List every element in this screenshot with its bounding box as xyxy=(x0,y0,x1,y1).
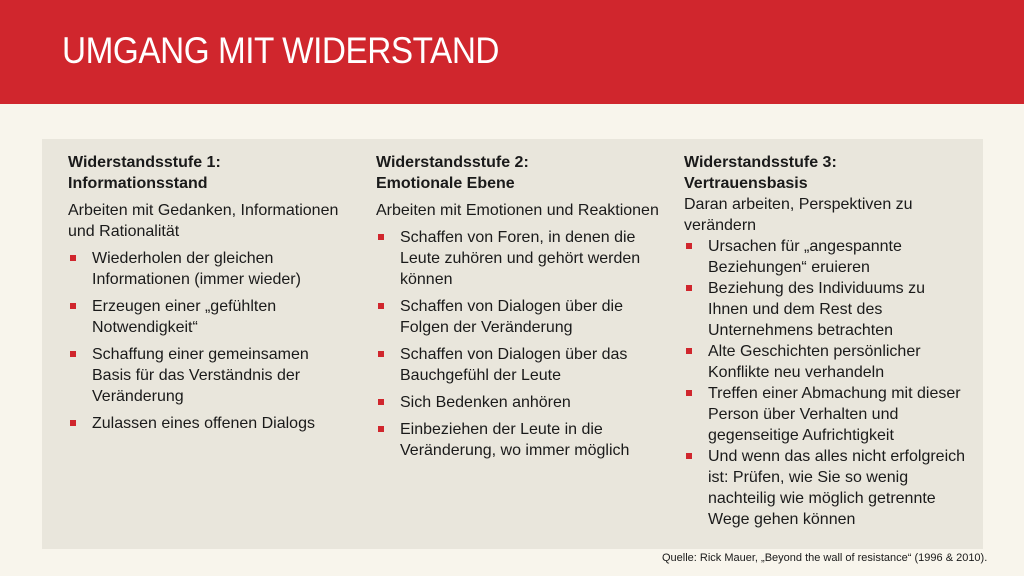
square-bullet-icon xyxy=(70,303,76,309)
list-item xyxy=(68,248,348,290)
list-item xyxy=(376,392,661,413)
list-item xyxy=(376,227,661,290)
heading-line-1: Widerstandsstufe 2: xyxy=(376,154,529,171)
heading-line-2: Informationsstand xyxy=(68,175,208,192)
column-intro: Arbeiten mit Gedanken, Informationen und Rationalität xyxy=(68,202,339,240)
column-heading xyxy=(68,152,348,194)
square-bullet-icon xyxy=(378,303,384,309)
square-bullet-icon xyxy=(378,426,384,432)
square-bullet-icon xyxy=(686,453,692,459)
square-bullet-icon xyxy=(686,243,692,249)
list-item xyxy=(376,419,661,461)
list-item-text: Treffen einer Abmachung mit dieser Person über Verhalten und gegenseitige Aufrichtigkeit xyxy=(708,385,961,444)
square-bullet-icon xyxy=(378,351,384,357)
column-heading xyxy=(684,152,969,194)
column-intro: Arbeiten mit Emotionen und Reaktionen xyxy=(376,202,659,219)
bullet-list xyxy=(684,236,969,530)
square-bullet-icon xyxy=(70,420,76,426)
list-item xyxy=(68,413,348,434)
square-bullet-icon xyxy=(378,399,384,405)
list-item-text: Schaffen von Dialogen über die Folgen der Veränderung xyxy=(400,298,623,336)
list-item-text: Einbeziehen der Leute in die Veränderung, wo immer möglich xyxy=(400,421,630,459)
bullet-list xyxy=(68,248,348,434)
source-citation: Quelle: Rick Mauer, „Beyond the wall of resistance“ (1996 & 2010). xyxy=(662,552,988,564)
column-heading xyxy=(376,152,661,194)
list-item xyxy=(684,383,969,446)
list-item xyxy=(68,296,348,338)
list-item xyxy=(68,344,348,407)
column-stage-3 xyxy=(684,152,969,530)
heading-line-1: Widerstandsstufe 1: xyxy=(68,154,221,171)
list-item-text: Beziehung des Individuums zu Ihnen und dem Rest des Unternehmens betrachten xyxy=(708,280,926,339)
list-item-text: Schaffung einer gemeinsamen Basis für das Verständnis der Veränderung xyxy=(92,346,309,405)
list-item xyxy=(684,236,969,278)
list-item-text: Zulassen eines offenen Dialogs xyxy=(92,415,315,432)
list-item-text: Alte Geschichten persönlicher Konflikte neu verhandeln xyxy=(708,343,921,381)
list-item-text: Schaffen von Dialogen über das Bauchgefühl der Leute xyxy=(400,346,628,384)
list-item xyxy=(684,341,969,383)
heading-line-2: Emotionale Ebene xyxy=(376,175,515,192)
column-stage-2 xyxy=(376,152,661,467)
square-bullet-icon xyxy=(686,285,692,291)
list-item-text: Sich Bedenken anhören xyxy=(400,394,571,411)
square-bullet-icon xyxy=(686,390,692,396)
square-bullet-icon xyxy=(378,234,384,240)
list-item-text: Wiederholen der gleichen Informationen (immer wieder) xyxy=(92,250,301,288)
list-item-text: Und wenn das alles nicht erfolgreich ist: Prüfen, wie Sie so wenig nachteilig wie möglich getrennte Wege gehen können xyxy=(708,448,966,528)
square-bullet-icon xyxy=(70,255,76,261)
heading-line-2: Vertrauensbasis xyxy=(684,175,808,192)
bullet-list xyxy=(376,227,661,461)
list-item xyxy=(684,278,969,341)
column-intro: Daran arbeiten, Perspektiven zu verändern xyxy=(684,196,913,234)
list-item-text: Schaffen von Foren, in denen die Leute zuhören und gehört werden können xyxy=(400,229,641,288)
heading-line-1: Widerstandsstufe 3: xyxy=(684,154,837,171)
slide-title: UMGANG MIT WIDERSTAND xyxy=(62,30,500,71)
square-bullet-icon xyxy=(70,351,76,357)
square-bullet-icon xyxy=(686,348,692,354)
list-item-text: Ursachen für „angespannte Beziehungen“ eruieren xyxy=(708,238,902,276)
list-item xyxy=(684,446,969,530)
list-item-text: Erzeugen einer „gefühlten Notwendigkeit“ xyxy=(92,298,277,336)
list-item xyxy=(376,344,661,386)
list-item xyxy=(376,296,661,338)
column-stage-1 xyxy=(68,152,348,440)
